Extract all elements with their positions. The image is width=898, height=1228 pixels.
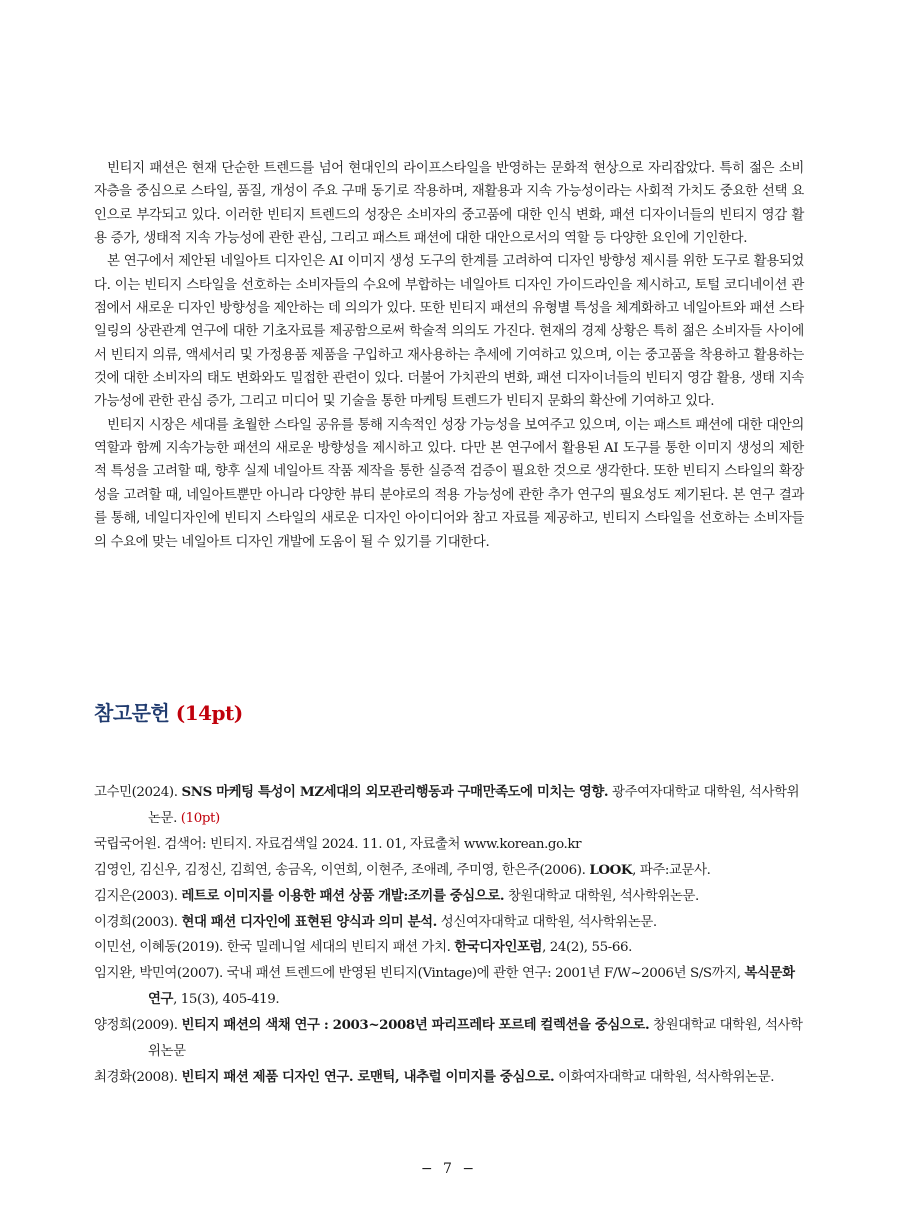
reference-title: 현대 패션 디자인에 표현된 양식과 의미 분석.	[181, 913, 437, 930]
reference-author: 국립국어원.	[94, 836, 165, 852]
reference-item	[94, 961, 806, 1013]
reference-item	[94, 858, 806, 884]
reference-rest: 국내 패션 트렌드에 반영된 빈티지(Vintage)에 관한 연구: 2001년 F/W~2006년 S/S까지,	[226, 966, 745, 982]
reference-rest: 성신여자대학교 대학원, 석사학위논문.	[436, 914, 657, 930]
reference-size-note: (10pt)	[180, 810, 220, 826]
reference-author: 최경화(2008).	[94, 1069, 182, 1085]
reference-author: 양정희(2009).	[94, 1018, 182, 1034]
references-heading-size-note: (14pt)	[175, 701, 243, 725]
reference-author: 고수민(2024).	[94, 785, 182, 800]
reference-author: 김지은(2003).	[94, 888, 182, 904]
reference-item	[94, 910, 806, 936]
reference-tail: , 24(2), 55-66.	[542, 940, 632, 956]
reference-tail: , 15(3), 405-419.	[173, 992, 280, 1008]
reference-author: 이경희(2003).	[94, 914, 182, 930]
reference-rest: , 파주:교문사.	[632, 862, 711, 878]
reference-item	[94, 1065, 806, 1091]
reference-title: SNS 마케팅 특성이 MZ세대의 외모관리행동과 구매만족도에 미치는 영향.	[181, 784, 609, 800]
reference-title: 레트로 이미지를 이용한 패션 상품 개발:조끼를 중심으로.	[181, 887, 505, 904]
reference-rest: 창원대학교 대학원, 석사학위논문.	[504, 888, 699, 904]
paragraph: 빈티지 패션은 현재 단순한 트렌드를 넘어 현대인의 라이프스타일을 반영하는 문화적 현상으로 자리잡았다. 특히 젊은 소비자층을 중심으로 스타일, 품질, 개성이 주요 구매 동기로 작용하며, 재활용과 지속 가능성이라는 사회적 가치도 중요한 선택 요인으로 부각되고 있다. 이러한 빈티지 트렌드의 성장은 소비자의 중고품에 대한 인식 변화, 패션 디자이너들의 빈티지 영감 활용 증가, 생태적 지속 가능성에 관한 관심, 그리고 패스트 패션에 대한 대안으로서의 역할 등 다양한 요인에 기인한다.	[94, 161, 804, 247]
reference-rest: 한국 밀레니얼 세대의 빈티지 패션 가치.	[226, 940, 455, 956]
page-number: − 7 −	[420, 1161, 478, 1177]
reference-title: LOOK	[589, 861, 633, 878]
reference-item	[94, 935, 806, 961]
reference-author: 김영인, 김신우, 김정신, 김희연, 송금옥, 이연희, 이현주, 조애례, 주미영, 한은주(2006).	[94, 862, 590, 878]
reference-rest: 검색어: 빈티지. 자료검색일 2024. 11. 01, 자료출처 www.korean.go.kr	[164, 836, 582, 852]
references-list	[94, 780, 806, 1091]
paragraph: 본 연구에서 제안된 네일아트 디자인은 AI 이미지 생성 도구의 한계를 고려하여 디자인 방향성 제시를 위한 도구로 활용되었다. 이는 빈티지 스타일을 선호하는 소비자들의 수요에 부합하는 네일아트 디자인 가이드라인을 제시하고, 토털 코디네이션 관점에서 새로운 디자인 방향성을 제안하는 데 의의가 있다. 또한 빈티지 패션의 유형별 특성을 체계화하고 네일아트와 패션 스타일링의 상관관계 연구에 대한 기초자료를 제공함으로써 학술적 의의도 가진다. 현재의 경제 상황은 특히 젊은 소비자들 사이에서 빈티지 의류, 액세서리 및 가정용품 제품을 구입하고 재사용하는 추세에 기여하고 있으며, 이는 중고품을 착용하고 활용하는 것에 대한 소비자의 태도 변화와도 밀접한 관련이 있다. 더불어 가치관의 변화, 패션 디자이너들의 빈티지 영감 활용, 생태 지속 가능성에 관한 관심 증가, 그리고 미디어 및 기술을 통한 마케팅 트렌드가 빈티지 문화의 확산에 기여하고 있다.	[94, 254, 804, 410]
references-heading-title: 참고문헌	[94, 701, 170, 725]
reference-item	[94, 884, 806, 910]
reference-author: 임지완, 박민여(2007).	[94, 966, 227, 982]
paragraph: 빈티지 시장은 세대를 초월한 스타일 공유를 통해 지속적인 성장 가능성을 보여주고 있으며, 이는 패스트 패션에 대한 대안의 역할과 함께 지속가능한 패션의 새로운 방향성을 제시하고 있다. 다만 본 연구에서 활용된 AI 도구를 통한 이미지 생성의 제한적 특성을 고려할 때, 향후 실제 네일아트 작품 제작을 통한 실증적 검증이 필요한 것으로 생각한다. 또한 빈티지 스타일의 확장성을 고려할 때, 네일아트뿐만 아니라 다양한 뷰티 분야로의 적용 가능성에 관한 추가 연구의 필요성도 제기된다. 본 연구 결과를 통해, 네일디자인에 빈티지 스타일의 새로운 디자인 아이디어와 참고 자료를 제공하고, 빈티지 스타일을 선호하는 소비자들의 수요에 맞는 네일아트 디자인 개발에 도움이 될 수 있기를 기대한다.	[94, 417, 804, 550]
conclusion-body	[94, 157, 804, 554]
reference-item	[94, 832, 806, 858]
reference-title: 빈티지 패션 제품 디자인 연구. 로맨틱, 내추럴 이미지를 중심으로.	[181, 1068, 555, 1085]
reference-rest: 광주여자대학교 대학원, 석사학위논문.	[148, 785, 800, 826]
reference-rest: 창원대학교 대학원, 석사학위논문	[148, 1018, 803, 1060]
references-heading	[94, 697, 243, 726]
reference-item	[94, 780, 806, 832]
reference-author: 이민선, 이혜동(2019).	[94, 940, 227, 956]
reference-item	[94, 1013, 806, 1065]
reference-rest: 이화여자대학교 대학원, 석사학위논문.	[554, 1069, 775, 1085]
reference-journal: 한국디자인포럼	[454, 939, 543, 956]
reference-journal: 복식문화연구	[148, 965, 795, 1008]
reference-title: 빈티지 패션의 색채 연구 : 2003~2008년 파리프레타 포르테 컬렉션을 중심으로.	[181, 1017, 650, 1034]
